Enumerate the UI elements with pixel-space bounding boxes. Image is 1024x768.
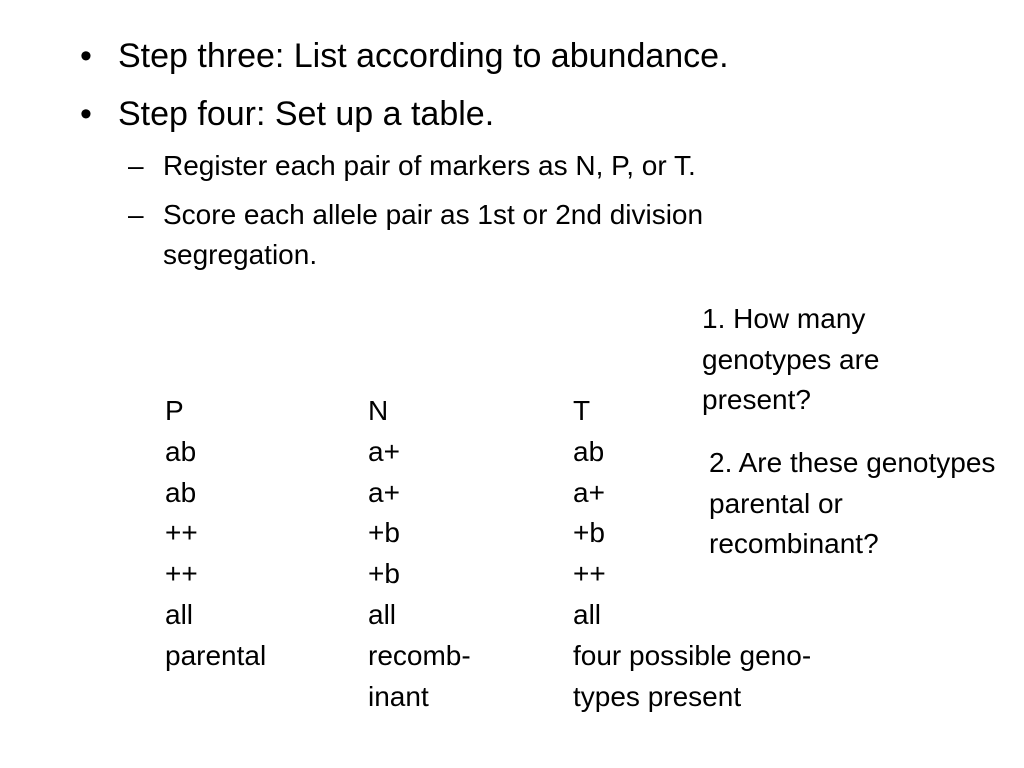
column-header: N xyxy=(368,395,389,426)
bullet-text: Step three: List according to abundance. xyxy=(118,37,729,75)
table-cell: +b xyxy=(368,558,400,590)
sub-bullet-marker: – xyxy=(128,199,144,230)
sub-bullet-text: Score each allele pair as 1st or 2nd division segregation. xyxy=(163,199,704,270)
table-cell: ++ xyxy=(165,517,198,549)
sub-bullet-score xyxy=(128,195,828,275)
table-column-n xyxy=(368,391,471,717)
bullet-marker: • xyxy=(80,95,92,133)
bullet-marker: • xyxy=(80,37,92,75)
table-cell: all xyxy=(573,598,602,630)
column-header: P xyxy=(165,395,184,426)
table-cell: a+ xyxy=(368,476,400,508)
table-column-p xyxy=(165,391,266,677)
table-cell: ab xyxy=(165,435,197,467)
table-cell: +b xyxy=(368,517,400,549)
table-cell: ++ xyxy=(165,558,198,590)
table-cell: parental xyxy=(165,639,267,671)
table-cell: ab xyxy=(573,435,605,467)
sub-bullet-register xyxy=(128,146,848,186)
sub-bullet-text: Register each pair of markers as N, P, or T. xyxy=(163,150,696,181)
table-cell: all xyxy=(165,598,194,630)
table-cell: ab xyxy=(165,476,197,508)
table-cell: all xyxy=(368,598,397,630)
table-cell: +b xyxy=(573,517,605,549)
table-cell: recomb- xyxy=(368,639,471,671)
question-1: 1. How many genotypes are present? xyxy=(702,303,880,415)
table-cell: types present xyxy=(573,680,742,712)
column-header: T xyxy=(573,395,591,426)
bullet-text: Step four: Set up a table. xyxy=(118,95,495,133)
question-2: 2. Are these genotypes parental or recombinant? xyxy=(709,447,996,559)
table-cell: a+ xyxy=(573,476,605,508)
table-cell: four possible geno- xyxy=(573,639,812,671)
bullet-step-four xyxy=(80,94,494,134)
table-cell: inant xyxy=(368,680,429,712)
sub-bullet-marker: – xyxy=(128,150,144,181)
table-cell: a+ xyxy=(368,435,400,467)
bullet-step-three xyxy=(80,36,729,76)
table-cell: ++ xyxy=(573,558,606,590)
